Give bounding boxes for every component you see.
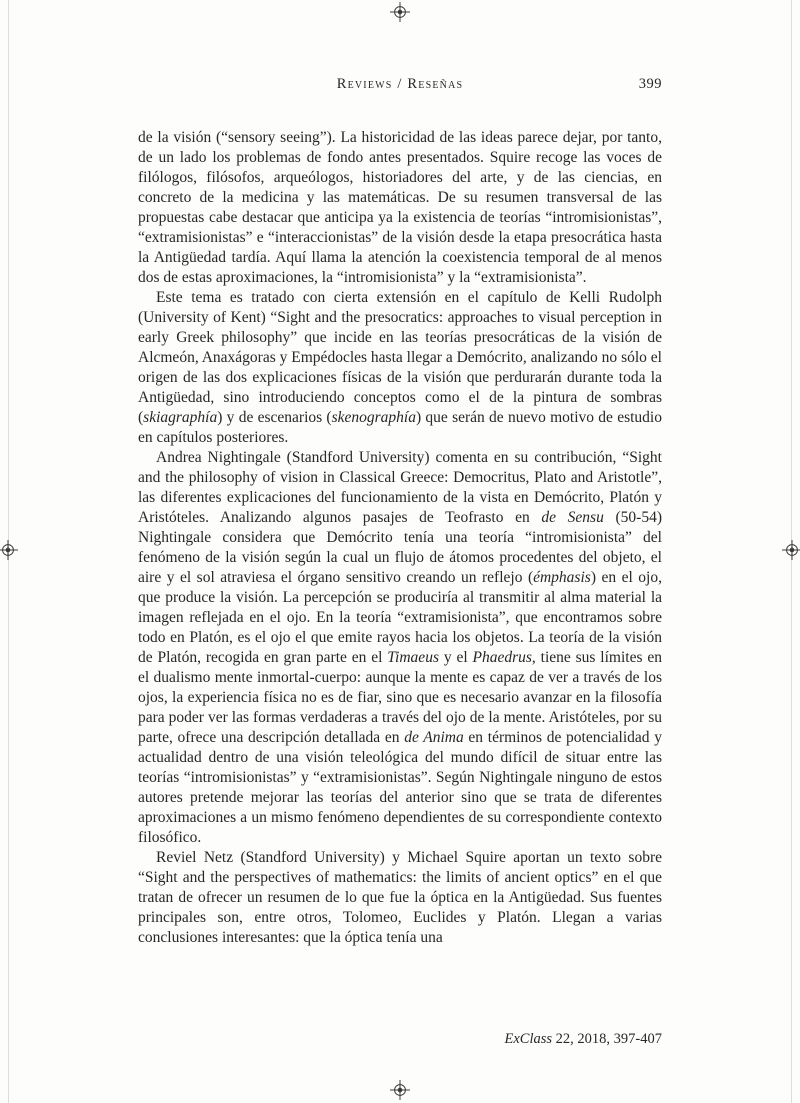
paragraph (138, 128, 662, 288)
italic-text-run: de Sensu (541, 509, 604, 526)
italic-text-run: skiagraphía (143, 409, 218, 426)
text-run: en términos de potencialidad y actualidad dentro de una visión teleológica del mundo difícil de situar entre las teorías “intromisionistas” y “extramisionistas”. Según Nightingale ninguno de estos autores pretende mejorar las teorías del anterior sino que se trata de diferentes aproximaciones a un mismo fenómeno dependientes de su correspondiente contexto filosófico. (138, 729, 662, 846)
paragraph (138, 448, 662, 848)
paragraph (138, 848, 662, 948)
running-title: Reviews / Reseñas (336, 76, 464, 92)
text-run: ) en el ojo, que produce la visión. La percepción se produciría al transmitir al alma material la imagen reflejada en el ojo. En la teoría “extramisionista”, que encontramos sobre todo en Platón, es el ojo el que emite rayos hacia los objetos. La teoría de la visión de Platón, recogida en gran parte en el (138, 569, 662, 666)
running-header (138, 76, 662, 93)
italic-text-run: skenographía (331, 409, 416, 426)
paragraph (138, 288, 662, 448)
text-run: ) que serán de nuevo motivo de estudio en capítulos posteriores. (138, 409, 662, 446)
text-run: Este tema es tratado con cierta extensión en el capítulo de Kelli Rudolph (University of Kent) “Sight and the presocratics: approaches to visual perception in early Greek philosophy” que incide en las teorías presocráticas de la visión de Alcmeón, Anaxágoras y Empédocles hasta llegar a Demócrito, analizando no sólo el origen de las dos explicaciones físicas de la visión que perdurarán durante toda la Antigüedad, sino introduciendo conceptos como el de la pintura de sombras ( (138, 289, 662, 426)
text-run: , tiene sus límites en el dualismo mente inmortal-cuerpo: aunque la mente es capaz de ver a través de los ojos, la experiencia física no es de fiar, sino que es necesario avanzar en la filosofía para poder ver las formas verdaderas a través del ojo de la mente. Aristóteles, por su parte, ofrece una descripción detallada en (138, 649, 662, 746)
italic-text-run: émphasis (533, 569, 591, 586)
text-run: ) y de escenarios ( (217, 409, 332, 426)
citation-detail: 22, 2018, 397-407 (552, 1031, 662, 1047)
text-run: Reviel Netz (Standford University) y Michael Squire aportan un texto sobre “Sight and the perspectives of mathematics: the limits of ancient optics” en el que tratan de ofrecer un resumen de lo que fue la óptica en la Antigüedad. Sus fuentes principales son, entre otros, Tolomeo, Euclides y Platón. Llegan a varias conclusiones interesantes: que la óptica tenía una (138, 849, 662, 946)
text-run: de la visión (“sensory seeing”). La historicidad de las ideas parece dejar, por tanto, de un lado los problemas de fondo antes presentados. Squire recoge las voces de filólogos, filósofos, arqueólogos, historiadores del arte, y de las ciencias, en concreto de la medicina y las matemáticas. De su resumen transversal de las propuestas cabe destacar que anticipa ya la existencia de teorías “intromisionistas”, “extramisionistas” e “interaccionistas” de la visión desde la etapa presocrática hasta la Antigüedad tardía. Aquí llama la atención la coexistencia temporal de al menos dos de estas aproximaciones, la “intromisionista” y la “extramisionista”. (138, 129, 662, 286)
registration-mark-icon (0, 540, 18, 560)
footer-citation (138, 1031, 662, 1048)
text-run: (50-54) Nightingale considera que Demócrito tenía una teoría “intromisionista” del fenómeno de la visión según la cual un flujo de átomos procedentes del objeto, el aire y el sol atraviesa el órgano sensitivo creando un reflejo ( (138, 509, 662, 586)
registration-mark-icon (390, 1080, 410, 1100)
journal-title: ExClass (504, 1031, 553, 1047)
italic-text-run: de Anima (404, 729, 464, 746)
registration-mark-icon (782, 540, 800, 560)
registration-mark-icon (390, 2, 410, 22)
review-body (138, 128, 662, 948)
italic-text-run: Timaeus (387, 649, 439, 666)
text-run: y el (438, 649, 473, 666)
italic-text-run: Phaedrus (472, 649, 532, 666)
text-run: Andrea Nightingale (Standford University) comenta en su contribución, “Sight and the philosophy of vision in Classical Greece: Democritus, Plato and Aristotle”, las diferentes explicaciones del funcionamiento de la vista en Demócrito, Platón y Aristóteles. Analizando algunos pasajes de Teofrasto en (138, 449, 662, 526)
page-number: 399 (638, 76, 662, 92)
